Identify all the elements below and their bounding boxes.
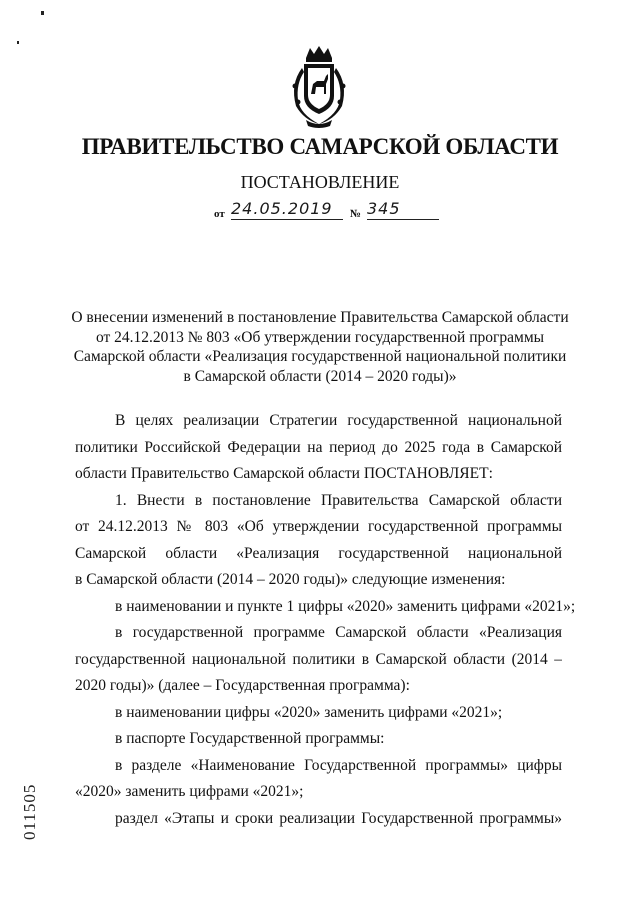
body-line: раздел «Этапы и сроки реализации Государственной программы» bbox=[115, 809, 562, 827]
subject-line: Самарской области «Реализация государственной национальной политики bbox=[73, 348, 567, 365]
subject-line: от 24.12.2013 № 803 «Об утверждении государственной программы bbox=[95, 328, 545, 346]
body-line: политики Российской Федерации на период до 2025 года в Самарской bbox=[75, 438, 562, 456]
samara-coat-of-arms-icon bbox=[286, 44, 352, 130]
body-line: в государственной программе Самарской области «Реализация bbox=[115, 624, 562, 641]
subject-line: О внесении изменений в постановление Правительства Самарской области bbox=[71, 309, 569, 326]
body-line: 2020 годы)» (далее – Государственная программа): bbox=[75, 677, 410, 694]
body-line: «2020» заменить цифрами «2021»; bbox=[75, 783, 304, 800]
body-line: В целях реализации Стратегии государственной национальной bbox=[115, 412, 562, 429]
body-line: 1. Внести в постановление Правительства Самарской области bbox=[115, 491, 562, 509]
body-line: в наименовании цифры «2020» заменить цифрами «2021»; bbox=[115, 703, 503, 721]
handwritten-number: 345 bbox=[367, 199, 439, 220]
document-body bbox=[75, 408, 576, 832]
side-registration-number: 011505 bbox=[20, 783, 39, 840]
number-prefix: № bbox=[350, 208, 362, 220]
handwritten-date: 24.05.2019 bbox=[231, 199, 343, 220]
date-prefix: от bbox=[214, 208, 225, 220]
body-line: от 24.12.2013 № 803 «Об утверждении государственной программы bbox=[75, 518, 562, 535]
date-number-line bbox=[214, 200, 444, 224]
organization-title: ПРАВИТЕЛЬСТВО САМАРСКОЙ ОБЛАСТИ bbox=[81, 134, 559, 159]
body-line: в разделе «Наименование Государственной программы» цифры bbox=[115, 756, 562, 774]
body-line: в наименовании и пункте 1 цифры «2020» заменить цифрами «2021»; bbox=[115, 597, 576, 615]
scan-speck bbox=[17, 41, 19, 44]
document-subject bbox=[60, 308, 580, 386]
body-line: Самарской области «Реализация государственной национальной bbox=[75, 544, 562, 562]
document-type: ПОСТАНОВЛЕНИЕ bbox=[240, 172, 400, 192]
subject-line: в Самарской области (2014 – 2020 годы)» bbox=[183, 367, 457, 385]
body-line: государственной национальной политики в Самарской области (2014 – bbox=[75, 650, 562, 668]
body-line: в Самарской области (2014 – 2020 годы)» следующие изменения: bbox=[75, 571, 506, 588]
body-line: в паспорте Государственной программы: bbox=[115, 730, 385, 747]
body-line: области Правительство Самарской области ПОСТАНОВЛЯЕТ: bbox=[75, 465, 493, 482]
scan-speck bbox=[41, 11, 44, 15]
